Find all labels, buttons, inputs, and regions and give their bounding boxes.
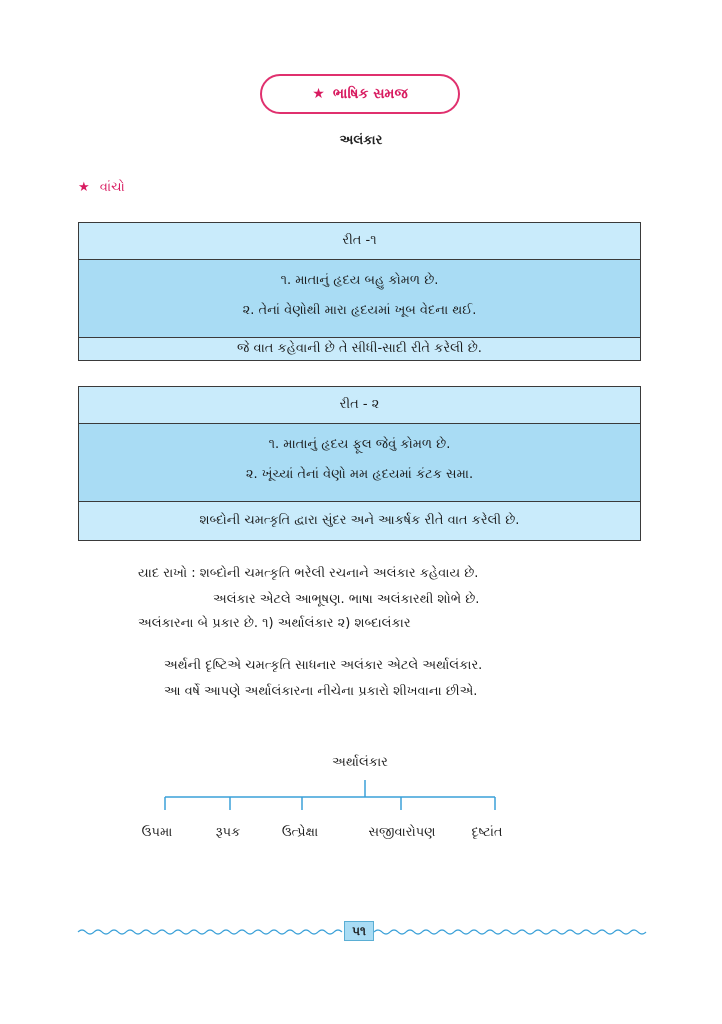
tree-child-drashtant: દૃષ્ટાંત	[471, 825, 503, 840]
tree-root: અર્થાલંકાર	[332, 755, 388, 770]
star-icon: ★	[312, 86, 325, 102]
remember-line-2: અલંકાર એટલે આભૂષણ. ભાષા અલંકારથી શોભે છે.	[213, 592, 480, 607]
method-2-note: શબ્દોની ચમત્કૃતિ દ્વારા સુંદર અને આકર્ષક રીતે વાત કરેલી છે.	[79, 501, 640, 540]
tree-child-rupak: રૂપક	[215, 825, 241, 840]
remember-line-1: યાદ રાખો : શબ્દોની ચમત્કૃતિ ભરેલી રચનાને અલંકાર કહેવાય છે.	[138, 566, 479, 581]
method-1-example-2: ૨. તેનાં વેણોથી મારા હૃદયમાં ખૂબ વેદના થઈ.	[242, 303, 477, 318]
read-label-text: વાંચો	[99, 180, 125, 195]
section-title-pill	[260, 74, 460, 114]
tree-connectors	[0, 750, 722, 820]
topic-heading: અલંકાર	[339, 133, 383, 148]
method-2-box	[78, 386, 641, 541]
method-2-example-2: ૨. ખૂંચ્યાં તેનાં વેણો મમ હૃદયમાં કંટક સમા.	[245, 467, 474, 482]
method-1-box	[78, 222, 641, 361]
method-1-note: જે વાત કહેવાની છે તે સીધી-સાદી રીતે કરેલી છે.	[79, 337, 640, 360]
method-1-title: રીત -૧	[79, 223, 640, 259]
remember-line-3: અલંકારના બે પ્રકાર છે. ૧) અર્થાલંકાર ૨) શબ્દાલંકાર	[138, 616, 411, 631]
page-number: ૫૧	[344, 921, 374, 941]
tree-child-utpreksha: ઉત્પ્રેક્ષા	[281, 825, 319, 840]
tree-child-sajivaropan: સજીવારોપણ	[368, 825, 436, 840]
method-1-example-1: ૧. માતાનું હૃદય બહુ કોમળ છે.	[280, 273, 439, 288]
star-icon: ★	[78, 180, 90, 195]
method-1-examples	[79, 259, 640, 337]
method-2-title: રીત - ૨	[79, 387, 640, 423]
read-label	[78, 180, 125, 195]
method-2-example-1: ૧. માતાનું હૃદય ફૂલ જેવું કોમળ છે.	[268, 437, 451, 452]
definition-line-1: અર્થની દૃષ્ટિએ ચમત્કૃતિ સાધનાર અલંકાર એટલે અર્થાલંકાર.	[164, 658, 483, 673]
method-2-examples	[79, 423, 640, 501]
definition-line-2: આ વર્ષે આપણે અર્થાલંકારના નીચેના પ્રકારો શીખવાના છીએ.	[164, 684, 478, 699]
section-title: ભાષિક સમજ	[332, 86, 408, 102]
tree-child-upama: ઉપમા	[141, 825, 173, 840]
